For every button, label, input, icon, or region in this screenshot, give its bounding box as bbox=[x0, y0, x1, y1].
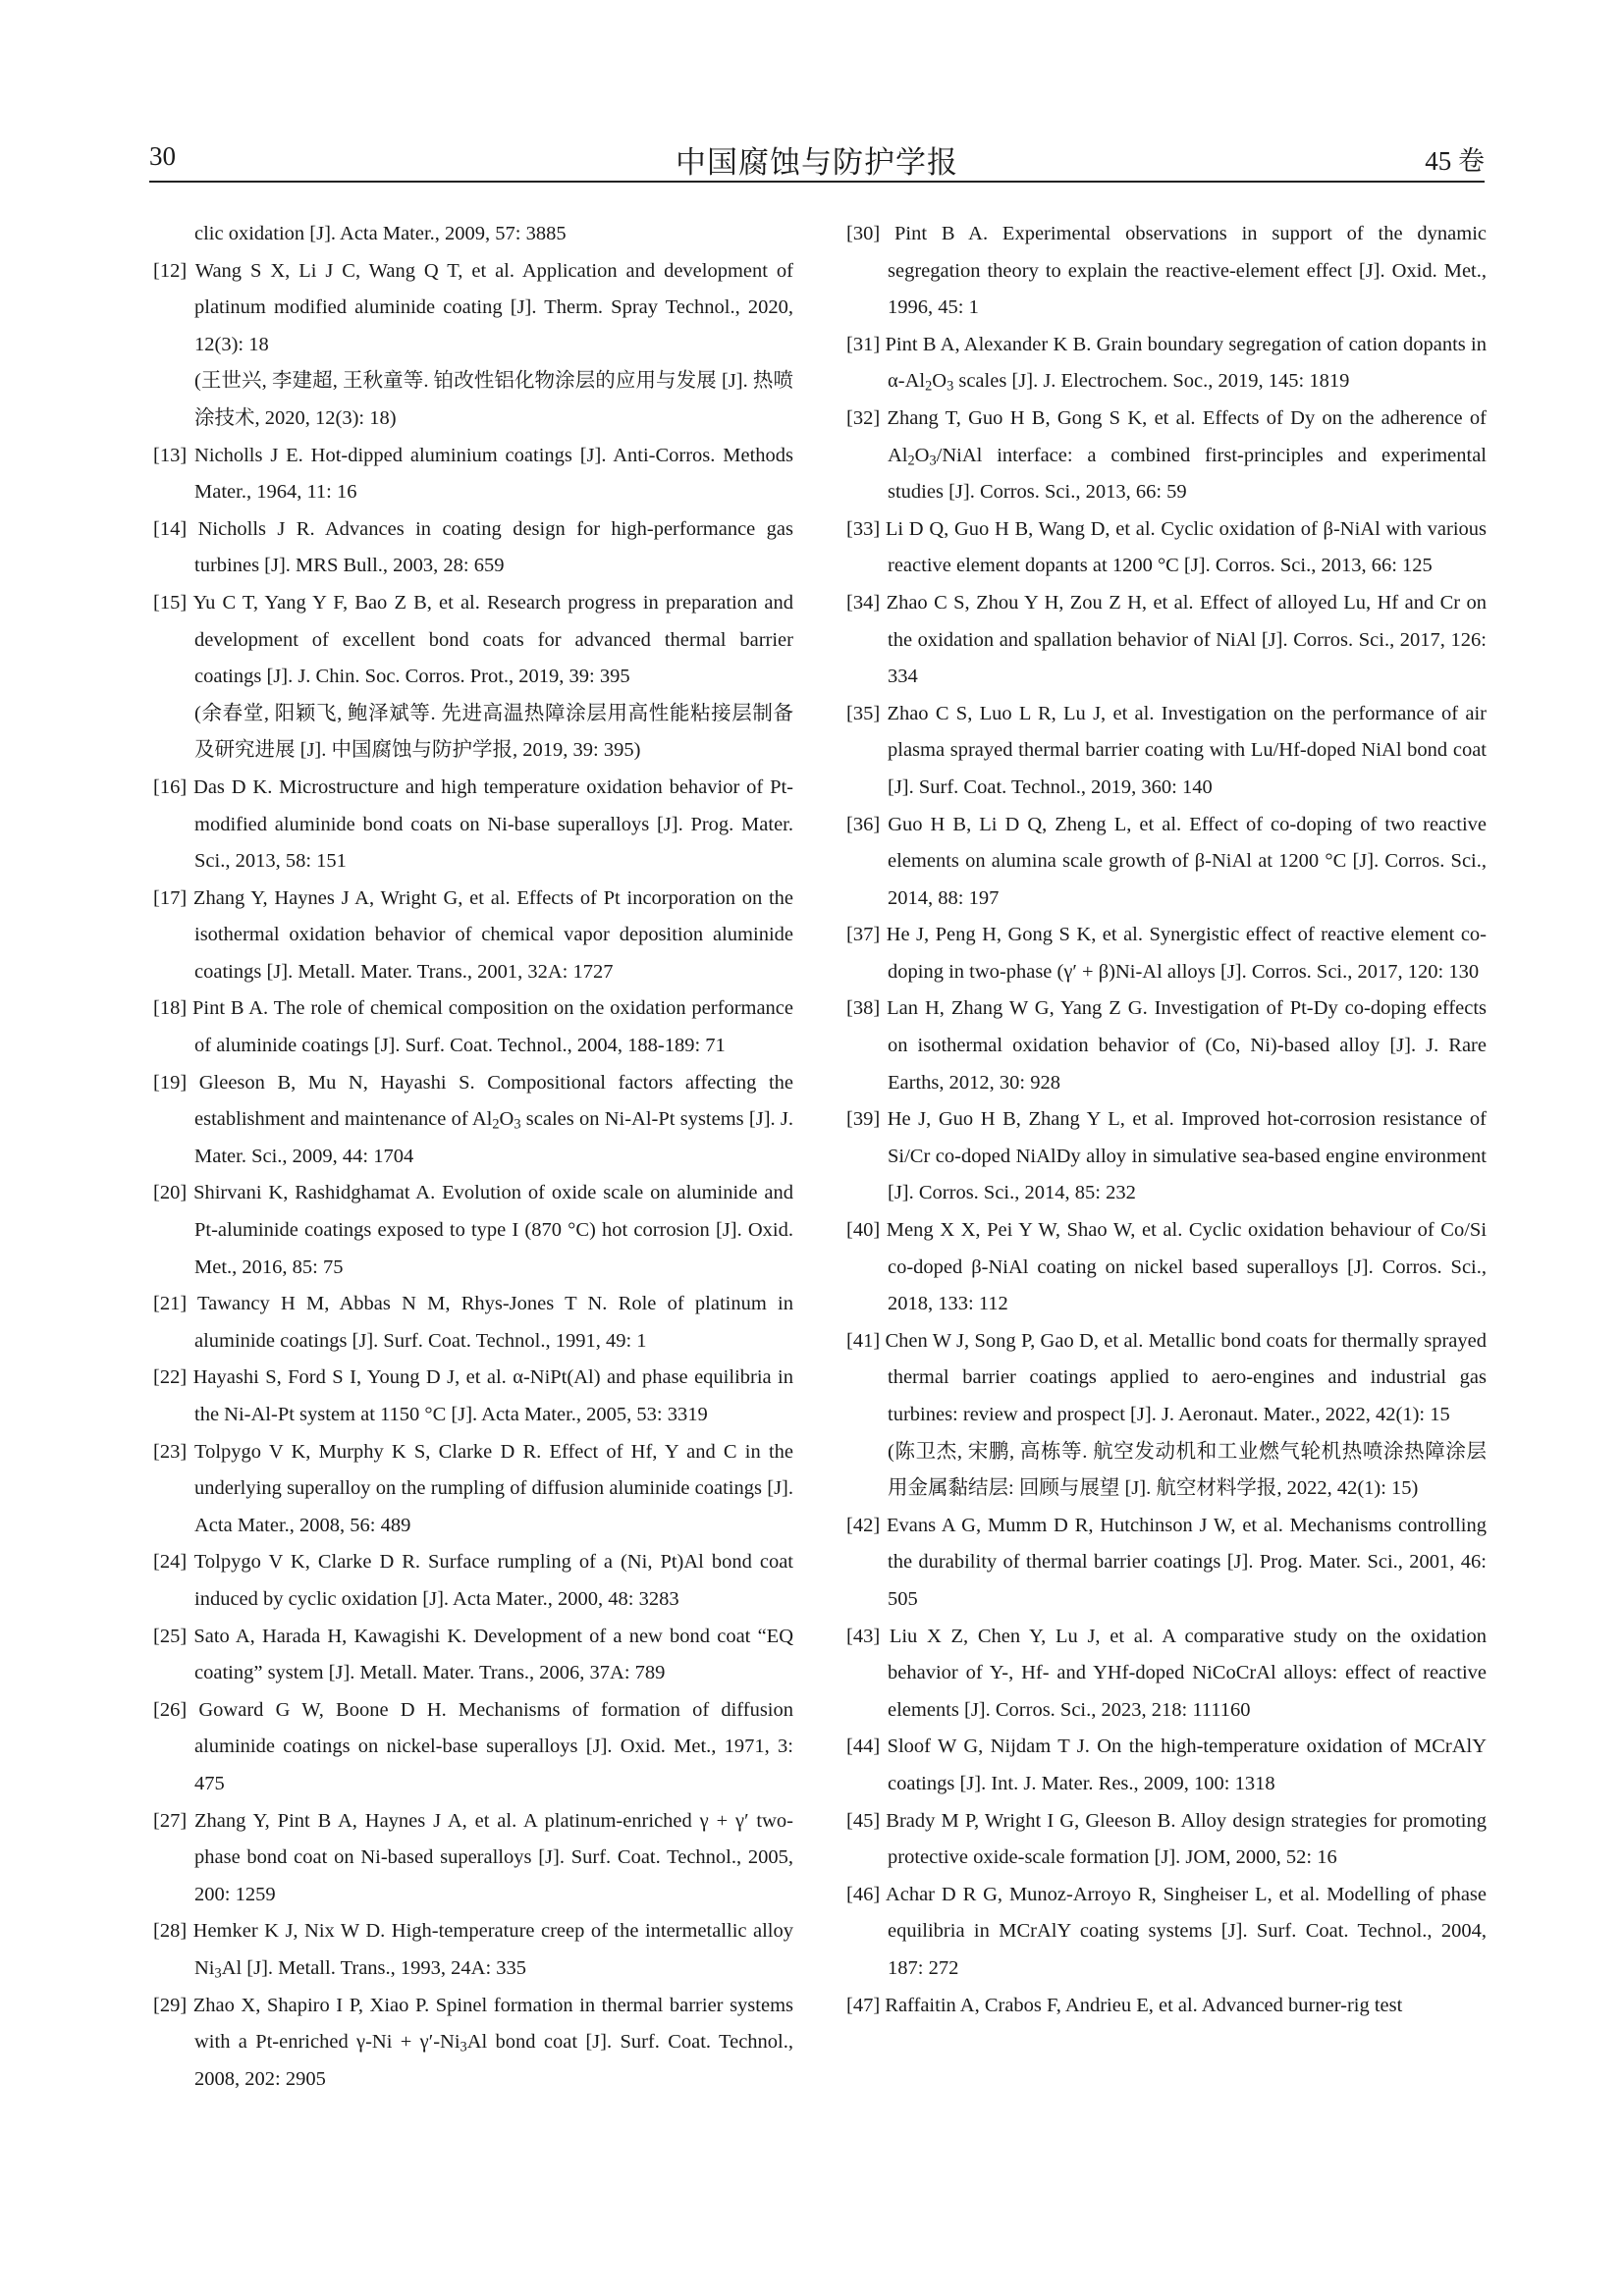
reference-number: [33] bbox=[846, 517, 881, 540]
reference-21 bbox=[153, 1286, 793, 1360]
reference-text: Sato A, Harada H, Kawagishi K. Development of a new bond coat “EQ coating” system [J]. Metall. Mater. Trans., 2006, 37A: 789 bbox=[193, 1625, 794, 1684]
subscript: 3 bbox=[514, 1116, 521, 1133]
reference-38 bbox=[846, 990, 1487, 1101]
reference-12 bbox=[153, 253, 793, 438]
reference-number: [28] bbox=[153, 1920, 188, 1943]
reference-number: [39] bbox=[846, 1108, 881, 1131]
reference-number: [20] bbox=[153, 1182, 188, 1204]
subscript: 3 bbox=[929, 453, 937, 469]
reference-19 bbox=[153, 1065, 793, 1176]
subscript: 2 bbox=[925, 378, 933, 395]
reference-23 bbox=[153, 1434, 793, 1545]
reference-number: [25] bbox=[153, 1625, 188, 1647]
reference-text: Tolpygo V K, Clarke D R. Surface rumpling of a (Ni, Pt)Al bond coat induced by cyclic oxidation [J]. Acta Mater., 2000, 48: 3283 bbox=[193, 1551, 794, 1610]
right-column bbox=[846, 216, 1487, 2024]
reference-17 bbox=[153, 881, 793, 991]
reference-text: Tolpygo V K, Murphy K S, Clarke D R. Effect of Hf, Y and C in the underlying superalloy on the rumpling of diffusion aluminide coatings [J]. Acta Mater., 2008, 56: 489 bbox=[194, 1440, 793, 1536]
reference-22 bbox=[153, 1360, 793, 1433]
reference-number: [24] bbox=[153, 1551, 188, 1574]
reference-number: [41] bbox=[846, 1329, 881, 1352]
reference-number: [29] bbox=[153, 1994, 188, 2016]
reference-24 bbox=[153, 1544, 793, 1618]
reference-text: Zhang Y, Haynes J A, Wright G, et al. Effects of Pt incorporation on the isothermal oxidation behavior of chemical vapor deposition aluminide coatings [J]. Metall. Mater. Trans., 2001, 32A: 1727 bbox=[192, 886, 793, 983]
reference-number: [47] bbox=[846, 1994, 881, 2016]
reference-number: [27] bbox=[153, 1809, 188, 1832]
reference-number: [31] bbox=[846, 333, 881, 355]
reference-number: [38] bbox=[846, 997, 881, 1020]
reference-text: Zhao C S, Zhou Y H, Zou Z H, et al. Effect of alloyed Lu, Hf and Cr on the oxidation and spallation behavior of NiAl [J]. Corros. Sci., 2017, 126: 334 bbox=[886, 591, 1488, 688]
reference-text: He J, Peng H, Gong S K, et al. Synergistic effect of reactive element co-doping in two-phase (γ′ + β)Ni-Al alloys [J]. Corros. Sci., 2017, 120: 130 bbox=[886, 924, 1487, 983]
reference-text: Liu X Z, Chen Y, Lu J, et al. A comparative study on the oxidation behavior of Y-, Hf- and YHf-doped NiCoCrAl alloys: effect of reactive elements [J]. Corros. Sci., 2023, 218: 111160 bbox=[888, 1625, 1488, 1721]
reference-number: [21] bbox=[153, 1293, 188, 1315]
reference-text: Yu C T, Yang Y F, Bao Z B, et al. Research progress in preparation and development of excellent bond coats for advanced thermal barrier coatings [J]. J. Chin. Soc. Corros. Prot., 2019, 39: 395 bbox=[192, 591, 793, 688]
reference-number: [46] bbox=[846, 1883, 881, 1905]
reference-number: [44] bbox=[846, 1735, 881, 1758]
reference-text: clic oxidation [J]. Acta Mater., 2009, 57: 3885 bbox=[194, 223, 567, 244]
journal-title: 中国腐蚀与防护学报 bbox=[676, 145, 958, 180]
reference-33 bbox=[846, 511, 1487, 585]
reference-41 bbox=[846, 1323, 1487, 1508]
reference-18 bbox=[153, 990, 793, 1064]
reference-29 bbox=[153, 1988, 793, 2099]
reference-text: Das D K. Microstructure and high temperature oxidation behavior of Pt-modified aluminide bond coats on Ni-base superalloys [J]. Prog. Mater. Sci., 2013, 58: 151 bbox=[193, 775, 794, 873]
reference-text: Li D Q, Guo H B, Wang D, et al. Cyclic oxidation of β-NiAl with various reactive element dopants at 1200 °C [J]. Corros. Sci., 2013, 66: 125 bbox=[885, 517, 1488, 577]
reference-text: Zhao X, Shapiro I P, Xiao P. Spinel formation in thermal barrier systems with a Pt-enriched γ-Ni + γ′-Ni bbox=[192, 1994, 793, 2054]
reference-text: Hemker K J, Nix W D. High-temperature creep of the intermetallic alloy Ni bbox=[192, 1920, 794, 1979]
reference-number: [30] bbox=[846, 223, 881, 244]
reference-number: [45] bbox=[846, 1809, 881, 1832]
reference-11-continued bbox=[153, 216, 793, 253]
reference-number: [22] bbox=[153, 1366, 188, 1389]
reference-text: Wang S X, Li J C, Wang Q T, et al. Application and development of platinum modified aluminide coating [J]. Therm. Spray Technol., 2020, 12(3): 18 bbox=[194, 259, 793, 355]
reference-text: Brady M P, Wright I G, Gleeson B. Alloy design strategies for promoting protective oxide-scale formation [J]. JOM, 2000, 52: 16 bbox=[886, 1809, 1487, 1869]
reference-text: Pint B A. Experimental observations in support of the dynamic segregation theory to explain the reactive-element effect [J]. Oxid. Met., 1996, 45: 1 bbox=[888, 223, 1487, 319]
reference-number: [42] bbox=[846, 1514, 881, 1536]
reference-28 bbox=[153, 1913, 793, 1987]
subscript: 2 bbox=[492, 1116, 500, 1133]
reference-43 bbox=[846, 1619, 1487, 1730]
volume-label: 45 卷 bbox=[1425, 146, 1485, 176]
reference-text: O bbox=[914, 444, 930, 466]
reference-text: /NiAl interface: a combined first-principles and experimental studies [J]. Corros. Sci., 2013, 66: 59 bbox=[888, 444, 1487, 504]
reference-number: [37] bbox=[846, 924, 881, 946]
subscript: 3 bbox=[214, 1965, 222, 1982]
reference-40 bbox=[846, 1212, 1487, 1323]
reference-text: O bbox=[932, 370, 947, 393]
reference-text: He J, Guo H B, Zhang Y L, et al. Improved hot-corrosion resistance of Si/Cr co-doped NiAlDy alloy in simulative sea-based engine environment [J]. Corros. Sci., 2014, 85: 232 bbox=[887, 1108, 1487, 1204]
reference-text: Gleeson B, Mu N, Hayashi S. Compositional factors affecting the establishment and maintenance of Al bbox=[194, 1071, 793, 1131]
reference-number: [19] bbox=[153, 1071, 188, 1094]
reference-number: [34] bbox=[846, 591, 881, 614]
reference-text: Achar D R G, Munoz-Arroyo R, Singheiser L, et al. Modelling of phase equilibria in MCrAlY coating systems [J]. Surf. Coat. Technol., 2004, 187: 272 bbox=[885, 1883, 1488, 1979]
reference-number: [40] bbox=[846, 1219, 881, 1242]
page-number: 30 bbox=[149, 141, 176, 171]
reference-text: Raffaitin A, Crabos F, Andrieu E, et al. Advanced burner-rig test bbox=[885, 1994, 1403, 2016]
reference-text: Nicholls J E. Hot-dipped aluminium coatings [J]. Anti-Corros. Methods Mater., 1964, 11: 16 bbox=[194, 444, 794, 504]
reference-text: Guo H B, Li D Q, Zheng L, et al. Effect of co-doping of two reactive elements on alumina scale growth of β-NiAl at 1200 °C [J]. Corros. Sci., 2014, 88: 197 bbox=[888, 813, 1487, 909]
reference-chinese: (陈卫杰, 宋鹏, 高栋等. 航空发动机和工业燃气轮机热喷涂热障涂层用金属黏结层: 回顾与展望 [J]. 航空材料学报, 2022, 42(1): 15) bbox=[888, 1440, 1487, 1500]
reference-chinese: (余春堂, 阳颖飞, 鲍泽斌等. 先进高温热障涂层用高性能粘接层制备及研究进展 [J]. 中国腐蚀与防护学报, 2019, 39: 395) bbox=[194, 702, 793, 762]
reference-text: Zhang Y, Pint B A, Haynes J A, et al. A platinum-enriched γ + γ′ two-phase bond coat on Ni-based superalloys [J]. Surf. Coat. Technol., 2005, 200: 1259 bbox=[194, 1809, 793, 1905]
reference-15 bbox=[153, 585, 793, 770]
reference-text: Evans A G, Mumm D R, Hutchinson J W, et al. Mechanisms controlling the durability of thermal barrier coatings [J]. Prog. Mater. Sci., 2001, 46: 505 bbox=[886, 1514, 1488, 1610]
reference-text: Chen W J, Song P, Gao D, et al. Metallic bond coats for thermally sprayed thermal barrier coatings applied to aero-engines and industrial gas turbines: review and prospect [J]. J. Aeronaut. Mater., 2022, 42(1): 15 bbox=[885, 1329, 1488, 1425]
reference-number: [14] bbox=[153, 517, 188, 540]
reference-25 bbox=[153, 1619, 793, 1692]
reference-text: Zhang T, Guo H B, Gong S K, et al. Effects of Dy on the adherence of Al bbox=[887, 406, 1487, 466]
reference-chinese: (王世兴, 李建超, 王秋童等. 铂改性铝化物涂层的应用与发展 [J]. 热喷涂技术, 2020, 12(3): 18) bbox=[194, 370, 793, 429]
subscript: 3 bbox=[947, 378, 954, 395]
left-column bbox=[153, 216, 793, 2098]
subscript: 2 bbox=[907, 453, 915, 469]
reference-number: [23] bbox=[153, 1440, 188, 1463]
reference-text: Tawancy H M, Abbas N M, Rhys-Jones T N. Role of platinum in aluminide coatings [J]. Surf. Coat. Technol., 1991, 49: 1 bbox=[194, 1293, 793, 1352]
reference-number: [35] bbox=[846, 702, 881, 724]
reference-text: Shirvani K, Rashidghamat A. Evolution of oxide scale on aluminide and Pt-aluminide coatings exposed to type I (870 °C) hot corrosion [J]. Oxid. Met., 2016, 85: 75 bbox=[193, 1182, 794, 1278]
reference-text: Lan H, Zhang W G, Yang Z G. Investigation of Pt-Dy co-doping effects on isothermal oxidation behavior of (Co, Ni)-based alloy [J]. J. Rare Earths, 2012, 30: 928 bbox=[887, 997, 1488, 1094]
running-header bbox=[149, 135, 1485, 183]
subscript: 3 bbox=[460, 2039, 467, 2056]
reference-text: Meng X X, Pei Y W, Shao W, et al. Cyclic oxidation behaviour of Co/Si co-doped β-NiAl coating on nickel based superalloys [J]. Corros. Sci., 2018, 133: 112 bbox=[886, 1219, 1488, 1315]
reference-13 bbox=[153, 438, 793, 511]
reference-number: [43] bbox=[846, 1625, 881, 1647]
reference-text: Pint B A, Alexander K B. Grain boundary segregation of cation dopants in α-Al bbox=[885, 333, 1487, 393]
reference-number: [16] bbox=[153, 775, 188, 798]
reference-30 bbox=[846, 216, 1487, 327]
reference-text: Pint B A. The role of chemical composition on the oxidation performance of aluminide coatings [J]. Surf. Coat. Technol., 2004, 188-189: 71 bbox=[192, 997, 794, 1057]
reference-number: [17] bbox=[153, 886, 188, 909]
reference-text: scales on Ni-Al-Pt systems [J]. J. Mater. Sci., 2009, 44: 1704 bbox=[194, 1108, 793, 1167]
reference-number: [26] bbox=[153, 1698, 188, 1721]
reference-39 bbox=[846, 1101, 1487, 1212]
reference-number: [13] bbox=[153, 444, 188, 466]
reference-text: Nicholls J R. Advances in coating design for high-performance gas turbines [J]. MRS Bull., 2003, 28: 659 bbox=[194, 517, 793, 577]
reference-20 bbox=[153, 1175, 793, 1286]
reference-16 bbox=[153, 770, 793, 881]
reference-text: Hayashi S, Ford S I, Young D J, et al. α-NiPt(Al) and phase equilibria in the Ni-Al-Pt system at 1150 °C [J]. Acta Mater., 2005, 53: 3319 bbox=[192, 1366, 794, 1425]
reference-34 bbox=[846, 585, 1487, 696]
reference-text: O bbox=[499, 1108, 514, 1131]
reference-26 bbox=[153, 1692, 793, 1803]
reference-47 bbox=[846, 1988, 1487, 2025]
reference-27 bbox=[153, 1803, 793, 1914]
reference-text: Goward G W, Boone D H. Mechanisms of formation of diffusion aluminide coatings on nickel-base superalloys [J]. Oxid. Met., 1971, 3: 475 bbox=[194, 1698, 794, 1794]
reference-32 bbox=[846, 400, 1487, 511]
reference-text: scales [J]. J. Electrochem. Soc., 2019, 145: 1819 bbox=[953, 370, 1350, 393]
reference-number: [15] bbox=[153, 591, 188, 614]
reference-text: Zhao C S, Luo L R, Lu J, et al. Investigation on the performance of air plasma sprayed thermal barrier coating with Lu/Hf-doped NiAl bond coat [J]. Surf. Coat. Technol., 2019, 360: 140 bbox=[887, 702, 1487, 798]
reference-14 bbox=[153, 511, 793, 585]
reference-text: Al [J]. Metall. Trans., 1993, 24A: 335 bbox=[221, 1956, 527, 1979]
reference-35 bbox=[846, 696, 1487, 807]
reference-text: Sloof W G, Nijdam T J. On the high-temperature oxidation of MCrAlY coatings [J]. Int. J. Mater. Res., 2009, 100: 1318 bbox=[887, 1735, 1488, 1794]
reference-31 bbox=[846, 327, 1487, 400]
reference-46 bbox=[846, 1877, 1487, 1988]
reference-number: [36] bbox=[846, 813, 881, 835]
reference-44 bbox=[846, 1729, 1487, 1802]
reference-number: [32] bbox=[846, 406, 881, 429]
reference-number: [12] bbox=[153, 259, 188, 282]
reference-text: Al bond coat [J]. Surf. Coat. Technol., 2008, 202: 2905 bbox=[194, 2031, 793, 2090]
reference-number: [18] bbox=[153, 997, 188, 1020]
reference-36 bbox=[846, 807, 1487, 918]
reference-37 bbox=[846, 917, 1487, 990]
reference-42 bbox=[846, 1508, 1487, 1619]
reference-45 bbox=[846, 1803, 1487, 1877]
